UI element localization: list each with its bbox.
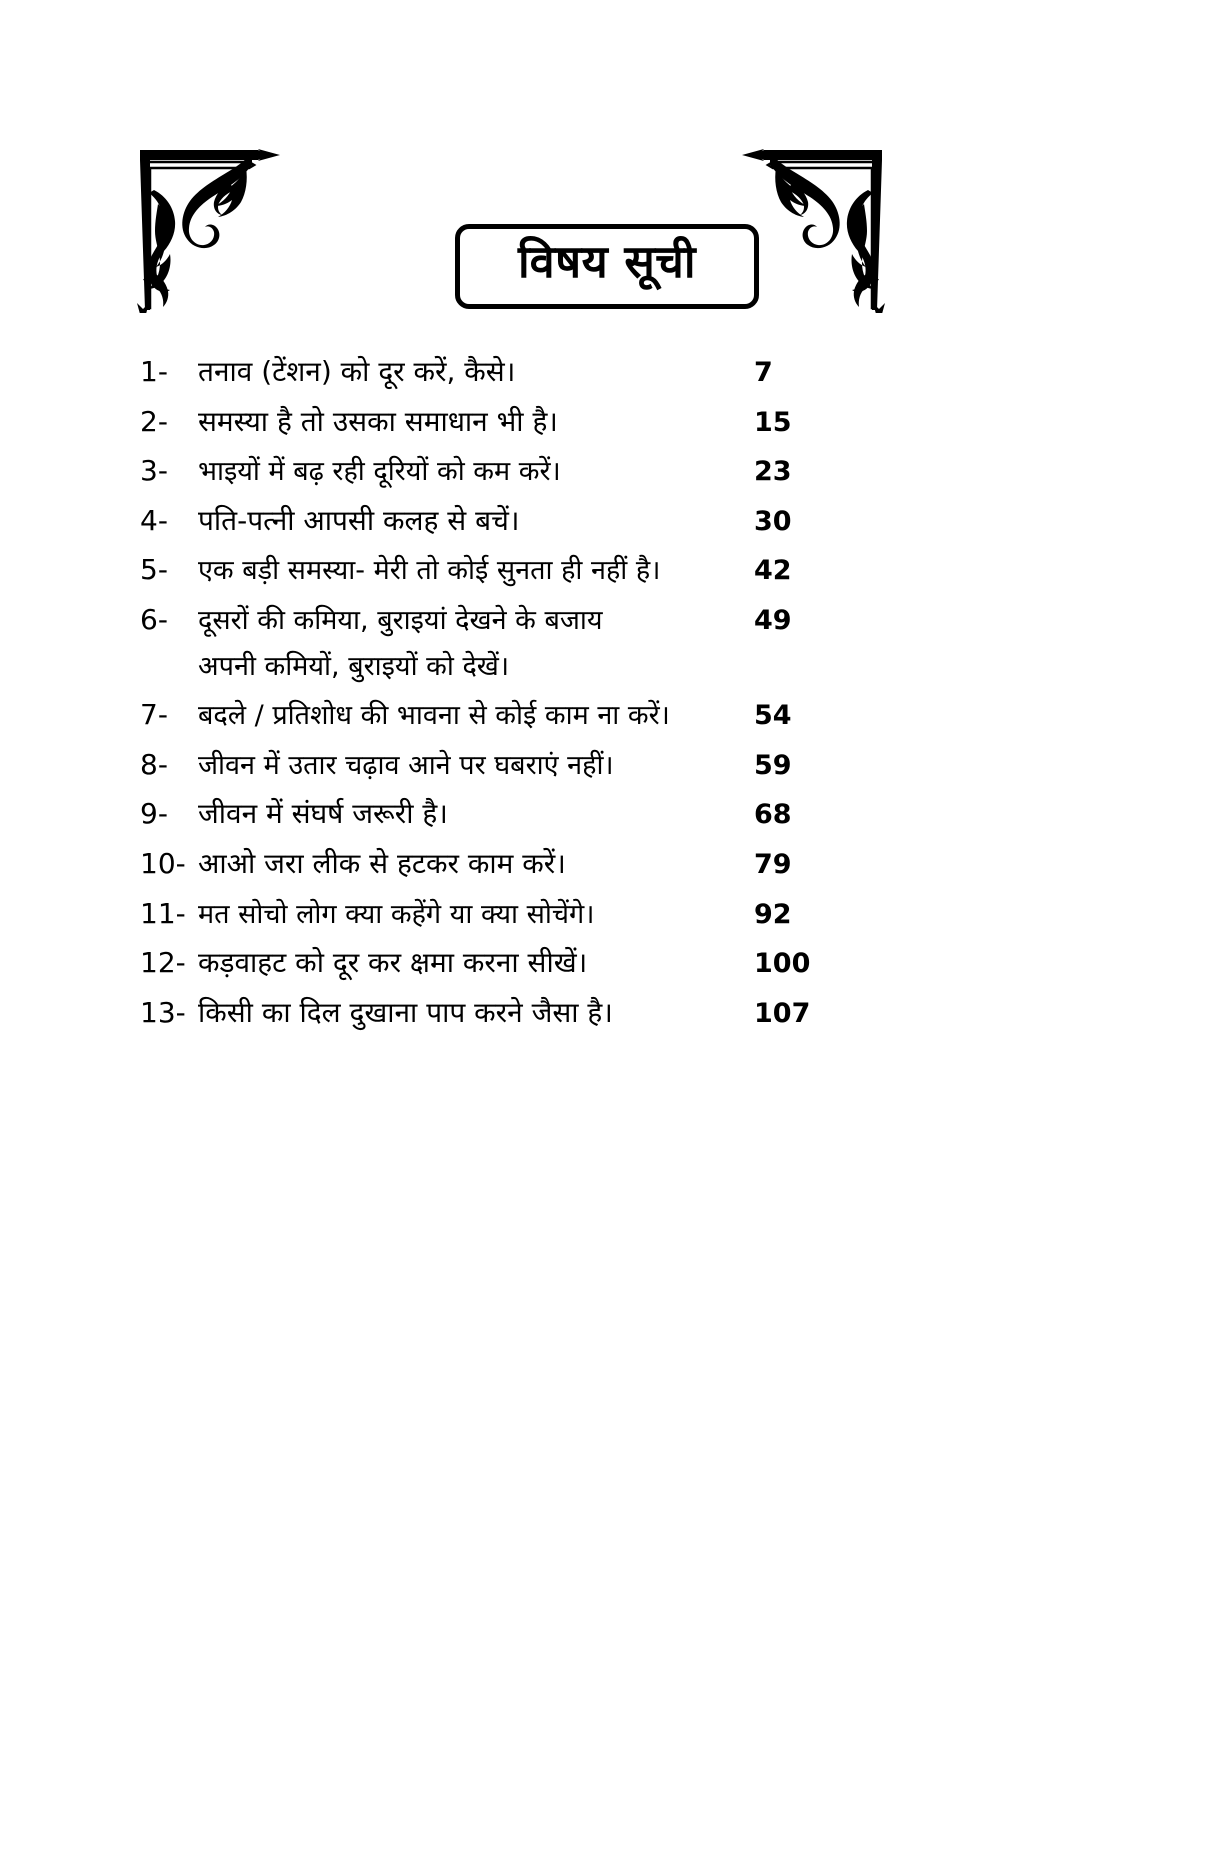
toc-entry-number: 4- <box>140 503 168 537</box>
toc-entry-page-number: 79 <box>754 849 792 881</box>
toc-entry-page-number: 100 <box>754 948 811 980</box>
toc-entry-title-line1: पति-पत्नी आपसी कलह से बचें। <box>198 503 520 537</box>
toc-entry-page-number: 7 <box>754 357 773 388</box>
toc-entry[interactable] <box>140 943 820 984</box>
toc-entry-title[interactable] <box>198 895 754 934</box>
toc-entry-title[interactable] <box>198 696 754 735</box>
toc-entry[interactable] <box>140 745 820 786</box>
page-title-box <box>455 224 759 309</box>
page-title: विषय सूची <box>517 235 697 288</box>
toc-entry[interactable] <box>140 402 820 443</box>
toc-entry-title-line1: भाइयों में बढ़ रही दूरियों को कम करें। <box>198 456 561 488</box>
toc-entry-title-line1: तनाव (टेंशन) को दूर करें, कैसे। <box>198 355 516 388</box>
toc-entry-page-number: 68 <box>754 799 792 831</box>
toc-entry-number: 12- <box>140 946 186 980</box>
toc-entry-title[interactable] <box>198 551 754 590</box>
toc-entry-number: 13- <box>140 995 186 1029</box>
page-title-container <box>0 224 1214 309</box>
toc-entry[interactable] <box>140 352 820 393</box>
toc-entry-page-number: 107 <box>754 997 811 1029</box>
toc-entry-title-line1: जीवन में संघर्ष जरूरी है। <box>198 797 448 831</box>
toc-entry-number: 5- <box>140 553 168 587</box>
toc-entry-title[interactable] <box>198 452 754 491</box>
toc-entry-title-line1: कड़वाहट को दूर कर क्षमा करना सीखें। <box>198 946 588 980</box>
toc-entry-number: 11- <box>140 896 186 930</box>
toc-entry-number: 7- <box>140 698 168 732</box>
toc-entry-page-number: 49 <box>754 604 792 636</box>
toc-entry[interactable] <box>140 844 820 885</box>
toc-entry-title[interactable] <box>198 352 754 393</box>
toc-entry-number: 2- <box>140 404 168 438</box>
toc-entry-number: 9- <box>140 797 168 831</box>
toc-entry-page-number: 92 <box>754 898 792 930</box>
toc-entry[interactable] <box>140 894 820 935</box>
toc-entry[interactable] <box>140 600 820 686</box>
toc-entry-page-number: 42 <box>754 555 792 587</box>
toc-entry-title-line1: समस्या है तो उसका समाधान भी है। <box>198 404 558 438</box>
toc-entry-title[interactable] <box>198 943 754 984</box>
table-of-contents-list <box>140 352 820 1042</box>
toc-entry-number: 3- <box>140 454 168 488</box>
toc-entry-title-line1: किसी का दिल दुखाना पाप करने जैसा है। <box>198 995 613 1029</box>
toc-entry-title[interactable] <box>198 402 754 443</box>
toc-entry-page-number: 15 <box>754 406 792 438</box>
toc-entry-title-line1: जीवन में उतार चढ़ाव आने पर घबराएं नहीं। <box>198 749 614 781</box>
toc-entry-title-line1: आओ जरा लीक से हटकर काम करें। <box>198 847 566 881</box>
toc-entry-page-number: 59 <box>754 749 792 781</box>
toc-entry-title[interactable] <box>198 601 754 686</box>
toc-entry-title-line1: एक बड़ी समस्या- मेरी तो कोई सुनता ही नहीं है। <box>198 555 661 587</box>
toc-entry-number: 10- <box>140 847 186 881</box>
toc-entry[interactable] <box>140 550 820 591</box>
toc-entry[interactable] <box>140 695 820 736</box>
toc-entry-title-line1: मत सोचो लोग क्या कहेंगे या क्या सोचेंगे। <box>198 898 595 930</box>
toc-entry-number: 1- <box>140 355 168 388</box>
toc-entry-title-line1: बदले / प्रतिशोध की भावना से कोई काम ना करें। <box>198 700 670 732</box>
toc-entry-number: 6- <box>140 602 168 636</box>
toc-entry-title[interactable] <box>198 794 754 835</box>
toc-entry-page-number: 30 <box>754 505 792 537</box>
toc-entry[interactable] <box>140 501 820 542</box>
toc-entry-title[interactable] <box>198 993 754 1034</box>
toc-entry[interactable] <box>140 993 820 1034</box>
toc-entry-title-line2: अपनी कमियों, बुराइयों को देखें। <box>198 651 510 683</box>
toc-entry-number: 8- <box>140 747 168 781</box>
toc-entry-page-number: 23 <box>754 456 792 488</box>
toc-entry[interactable] <box>140 794 820 835</box>
toc-entry-page-number: 54 <box>754 700 792 732</box>
toc-entry-title-line1: दूसरों की कमिया, बुराइयां देखने के बजाय <box>198 604 603 636</box>
toc-entry-title[interactable] <box>198 501 754 542</box>
toc-entry[interactable] <box>140 451 820 492</box>
toc-entry-title[interactable] <box>198 844 754 885</box>
toc-entry-title[interactable] <box>198 746 754 785</box>
